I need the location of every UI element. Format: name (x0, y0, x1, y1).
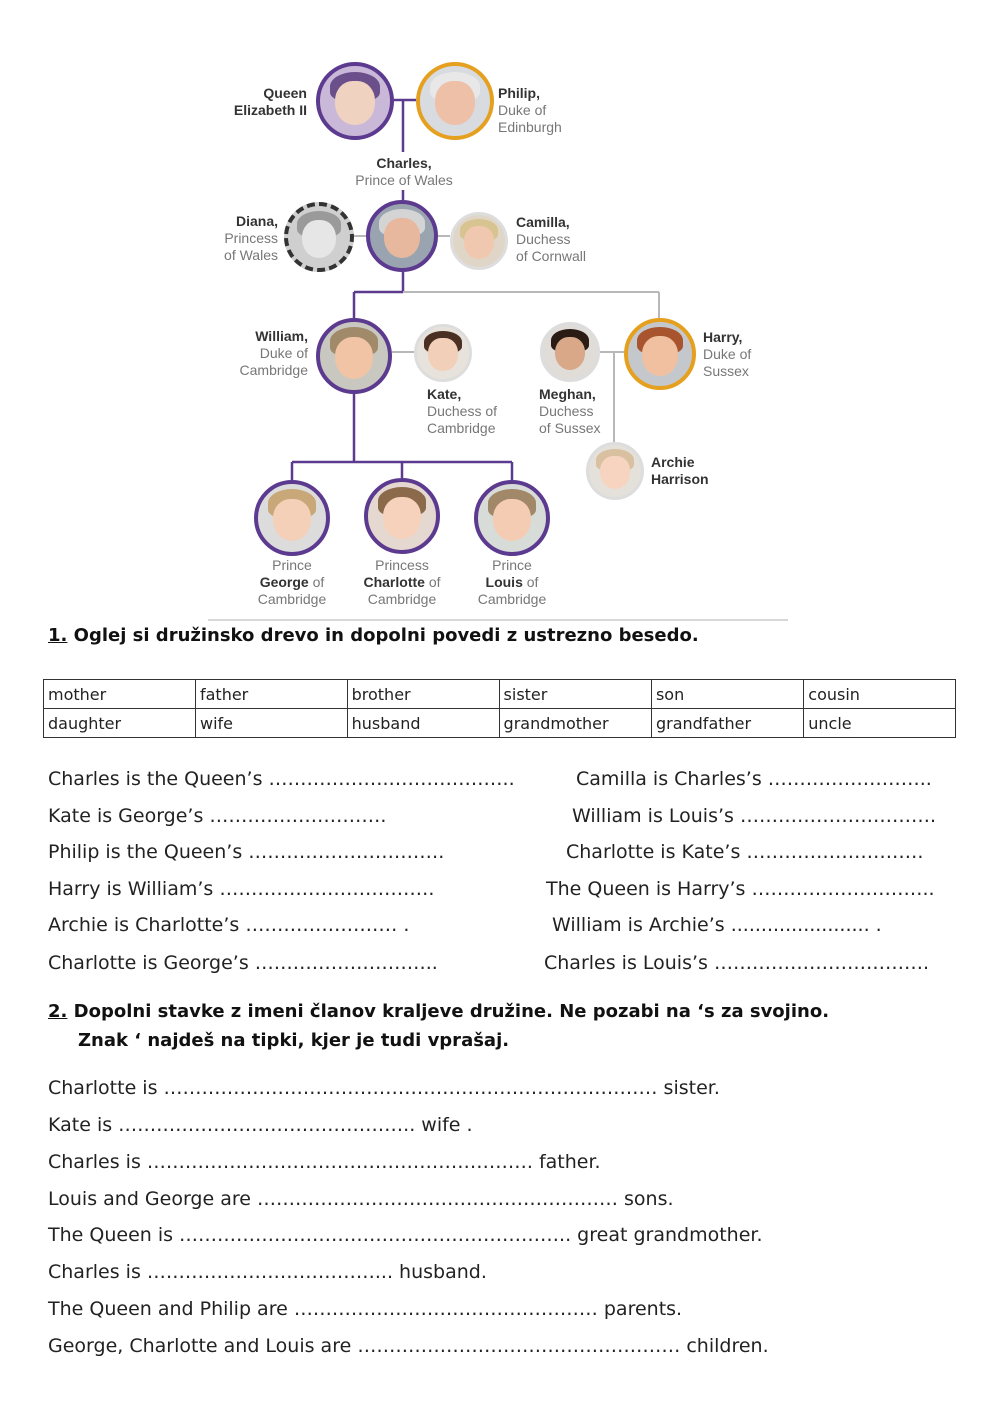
ex2-sentence-6[interactable]: Charles is ………………………………... husband. (48, 1261, 487, 1283)
queen-label: Queen Elizabeth II (233, 85, 307, 118)
word-cell: wife (195, 709, 347, 738)
word-cell: son (651, 680, 803, 709)
george-photo (254, 480, 330, 556)
word-bank-row (44, 709, 956, 738)
philip-photo (416, 62, 494, 140)
archie-label: Archie Harrison (651, 454, 709, 487)
meghan-photo (540, 322, 600, 382)
ex1-left-sentence-4[interactable]: Harry is William’s ……………………………. (48, 878, 435, 900)
charles-photo (366, 200, 438, 272)
charles-label: Charles, Prince of Wales (355, 155, 453, 188)
louis-label: Prince Louis of Cambridge (477, 557, 547, 607)
harry-label: Harry, Duke of Sussex (703, 329, 752, 379)
charlotte-label: Princess Charlotte of Cambridge (363, 557, 441, 607)
archie-photo (586, 442, 644, 500)
meghan-label: Meghan, Duchess of Sussex (539, 386, 601, 436)
word-cell: grandfather (651, 709, 803, 738)
william-photo (316, 318, 392, 394)
camilla-label: Camilla, Duchess of Cornwall (516, 214, 587, 264)
ex1-left-sentence-1[interactable]: Charles is the Queen’s ……………….……………….. (48, 768, 515, 790)
word-cell: grandmother (499, 709, 651, 738)
word-bank-table (43, 679, 956, 738)
exercise1-number: 1. (48, 625, 68, 646)
ex1-left-sentence-5[interactable]: Archie is Charlotte’s …………………… . (48, 914, 410, 936)
louis-photo (474, 480, 550, 556)
exercise2-number: 2. (48, 1001, 68, 1022)
ex2-sentence-7[interactable]: The Queen and Philip are ………………………………………… parents. (48, 1298, 683, 1320)
word-cell: cousin (804, 680, 956, 709)
exercise1-instruction: Oglej si družinsko drevo in dopolni povedi z ustrezno besedo. (73, 625, 699, 646)
harry-photo (624, 318, 696, 390)
kate-label: Kate, Duchess of Cambridge (427, 386, 498, 436)
ex1-left-sentence-2[interactable]: Kate is George’s ………………………. (48, 805, 387, 827)
ex2-sentence-8[interactable]: George, Charlotte and Louis are …………………………………………… children. (48, 1335, 769, 1357)
word-cell: uncle (804, 709, 956, 738)
ex1-right-sentence-4[interactable]: The Queen is Harry’s ……………………….. (546, 878, 935, 900)
word-cell: sister (499, 680, 651, 709)
philip-label: Philip, Duke of Edinburgh (498, 85, 562, 135)
diana-photo (284, 202, 354, 272)
word-cell: brother (347, 680, 499, 709)
camilla-photo (450, 212, 508, 270)
ex2-sentence-4[interactable]: Louis and George are ………………………………………………… sons. (48, 1188, 674, 1210)
charlotte-photo (364, 478, 440, 554)
ex1-right-sentence-3[interactable]: Charlotte is Kate’s ………………………. (566, 841, 924, 863)
exercise2-instruction-line2: Znak ‘ najdeš na tipki, kjer je tudi vprašaj. (78, 1030, 510, 1051)
ex1-right-sentence-5[interactable]: William is Archie’s ....................... . (552, 914, 882, 936)
word-cell: mother (44, 680, 196, 709)
ex1-right-sentence-6[interactable]: Charles is Louis’s ……………………………. (544, 952, 930, 974)
exercise1-heading (48, 621, 699, 650)
word-cell: daughter (44, 709, 196, 738)
ex1-left-sentence-3[interactable]: Philip is the Queen’s …………………………. (48, 841, 445, 863)
word-cell: husband (347, 709, 499, 738)
diana-label: Diana, Princess of Wales (224, 213, 278, 263)
ex2-sentence-3[interactable]: Charles is ……………………………………………………. father. (48, 1151, 601, 1173)
george-label: Prince George of Cambridge (257, 557, 327, 607)
ex2-sentence-2[interactable]: Kate is ……………………………………….. wife . (48, 1114, 473, 1136)
william-label: William, Duke of Cambridge (239, 328, 308, 378)
ex2-sentence-1[interactable]: Charlotte is …………………………………………………………………… sister. (48, 1077, 720, 1099)
exercise2-instruction-line1: Dopolni stavke z imeni članov kraljeve družine. Ne pozabi na ‘s za svojino. (73, 1001, 830, 1022)
word-cell: father (195, 680, 347, 709)
exercise2-heading (48, 997, 829, 1055)
word-bank-row (44, 680, 956, 709)
kate-photo (414, 324, 472, 382)
ex1-left-sentence-6[interactable]: Charlotte is George’s ……………………….. (48, 952, 438, 974)
ex2-sentence-5[interactable]: The Queen is …………………………………………………….. great grandmother. (48, 1224, 763, 1246)
ex1-right-sentence-2[interactable]: William is Louis’s …………………………. (572, 805, 937, 827)
family-tree (0, 0, 1000, 630)
ex1-right-sentence-1[interactable]: Camilla is Charles’s …………………….. (576, 768, 932, 790)
queen-elizabeth-photo (316, 62, 394, 140)
